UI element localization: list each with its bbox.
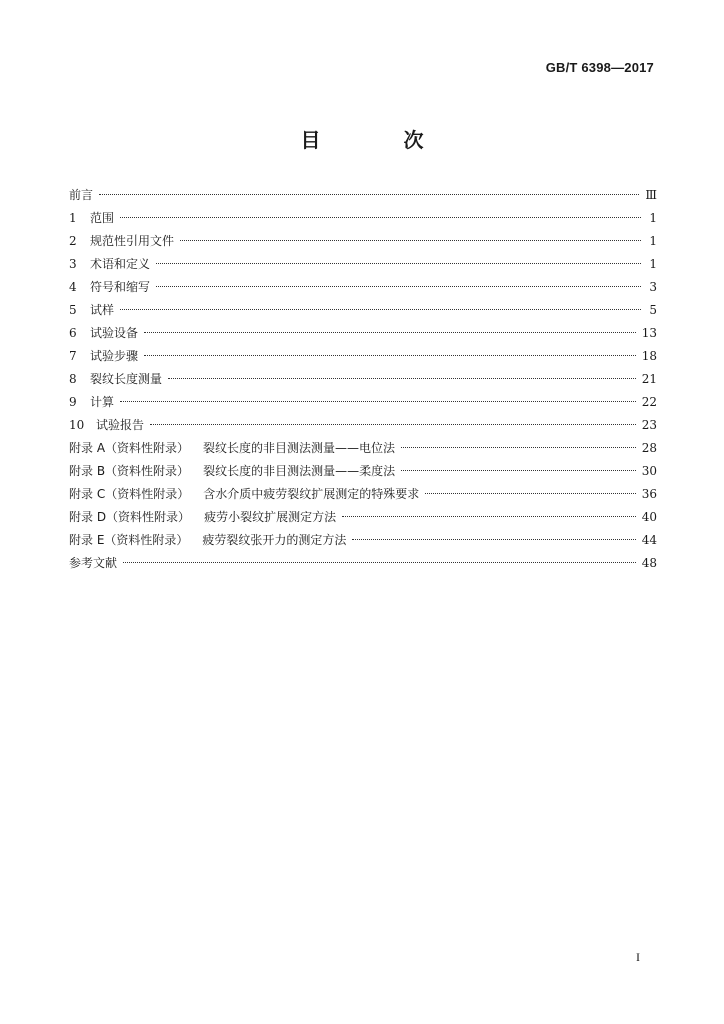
toc-entry-number: 1	[69, 211, 77, 225]
toc-entry-label: 术语和定义	[90, 257, 151, 271]
toc-entry-number: 5	[69, 303, 77, 317]
toc-entry[interactable]	[69, 393, 657, 416]
toc-entry-label: 前言	[69, 188, 94, 202]
toc-entry[interactable]	[69, 209, 657, 232]
toc-entry-number: 6	[69, 326, 77, 340]
toc-entry[interactable]	[69, 485, 657, 508]
toc-entry[interactable]	[69, 324, 657, 347]
toc-entry[interactable]	[69, 370, 657, 393]
toc-entry[interactable]	[69, 347, 657, 370]
toc-entry[interactable]	[69, 255, 657, 278]
toc-leader-dots	[156, 286, 641, 287]
toc-entry-label: 试验设备	[90, 326, 139, 340]
toc-entry-label: 范围	[90, 211, 115, 225]
toc-leader-dots	[123, 562, 636, 563]
toc-leader-dots	[120, 309, 641, 310]
toc-title: 目 次	[300, 128, 462, 152]
toc-entry-label: 裂纹长度测量	[90, 372, 163, 386]
toc-leader-dots	[120, 401, 636, 402]
toc-entry-label: 疲劳裂纹张开力的测定方法	[202, 533, 347, 547]
toc-leader-dots	[120, 217, 641, 218]
toc-entry[interactable]	[69, 186, 657, 209]
toc-leader-dots	[150, 424, 636, 425]
toc-entry-page: 1	[649, 257, 657, 271]
toc-entry-label: 试验步骤	[90, 349, 139, 363]
toc-entry-page: 48	[641, 556, 657, 570]
toc-leader-dots	[425, 493, 636, 494]
toc-entry-page: 1	[649, 211, 657, 225]
toc-leader-dots	[168, 378, 636, 379]
toc-annex-prefix: 附录 A（资料性附录）	[69, 441, 190, 455]
standard-code: GB/T 6398—2017	[545, 60, 654, 75]
toc-leader-dots	[144, 355, 636, 356]
toc-entry-page: 36	[641, 487, 657, 501]
toc-entry[interactable]	[69, 462, 657, 485]
toc-entry-number: 2	[69, 234, 77, 248]
toc-entry-page: 18	[641, 349, 657, 363]
toc-entry[interactable]	[69, 301, 657, 324]
toc-entry-page: 1	[649, 234, 657, 248]
toc-entry-label: 试验报告	[96, 418, 145, 432]
toc-entry-label: 参考文献	[69, 556, 118, 570]
toc-entry[interactable]	[69, 554, 657, 577]
toc-annex-prefix: 附录 D（资料性附录）	[69, 510, 191, 524]
toc-entry-page: 44	[641, 533, 657, 547]
toc-entry-label: 含水介质中疲劳裂纹扩展测定的特殊要求	[203, 487, 420, 501]
toc-leader-dots	[99, 194, 639, 195]
toc-entry-label: 规范性引用文件	[90, 234, 175, 248]
toc-entry-page: 13	[641, 326, 657, 340]
toc-entry-number: 3	[69, 257, 77, 271]
toc-entry[interactable]	[69, 278, 657, 301]
toc-leader-dots	[352, 539, 635, 540]
toc-entry[interactable]	[69, 416, 657, 439]
toc-entry-label: 计算	[90, 395, 115, 409]
toc-leader-dots	[342, 516, 636, 517]
toc-entry-number: 10	[69, 418, 85, 432]
toc-entry-page: 28	[641, 441, 657, 455]
toc-entry-page: Ⅲ	[645, 188, 657, 202]
toc-annex-prefix: 附录 E（资料性附录）	[69, 533, 189, 547]
toc-entry[interactable]	[69, 232, 657, 255]
toc-entry-number: 7	[69, 349, 77, 363]
toc-entry-page: 5	[649, 303, 657, 317]
toc-entry-page: 3	[649, 280, 657, 294]
toc-entry-page: 21	[641, 372, 657, 386]
toc-annex-prefix: 附录 B（资料性附录）	[69, 464, 190, 478]
toc-entry[interactable]	[69, 508, 657, 531]
toc-entry-number: 8	[69, 372, 77, 386]
toc-entry-page: 40	[641, 510, 657, 524]
toc-entry-label: 裂纹长度的非目测法测量——电位法	[203, 441, 396, 455]
toc-entry-number: 9	[69, 395, 77, 409]
toc-leader-dots	[401, 470, 636, 471]
toc-entry-label: 裂纹长度的非目测法测量——柔度法	[203, 464, 396, 478]
toc-entry[interactable]	[69, 439, 657, 462]
toc-entry[interactable]	[69, 531, 657, 554]
toc-leader-dots	[401, 447, 636, 448]
table-of-contents	[69, 186, 657, 577]
toc-leader-dots	[156, 263, 641, 264]
toc-entry-page: 30	[641, 464, 657, 478]
page-number: I	[636, 950, 640, 964]
toc-leader-dots	[144, 332, 636, 333]
toc-leader-dots	[180, 240, 641, 241]
toc-entry-page: 23	[641, 418, 657, 432]
toc-entry-label: 符号和缩写	[90, 280, 151, 294]
toc-entry-label: 疲劳小裂纹扩展测定方法	[204, 510, 337, 524]
toc-entry-label: 试样	[90, 303, 115, 317]
toc-annex-prefix: 附录 C（资料性附录）	[69, 487, 190, 501]
toc-entry-number: 4	[69, 280, 77, 294]
toc-entry-page: 22	[641, 395, 657, 409]
